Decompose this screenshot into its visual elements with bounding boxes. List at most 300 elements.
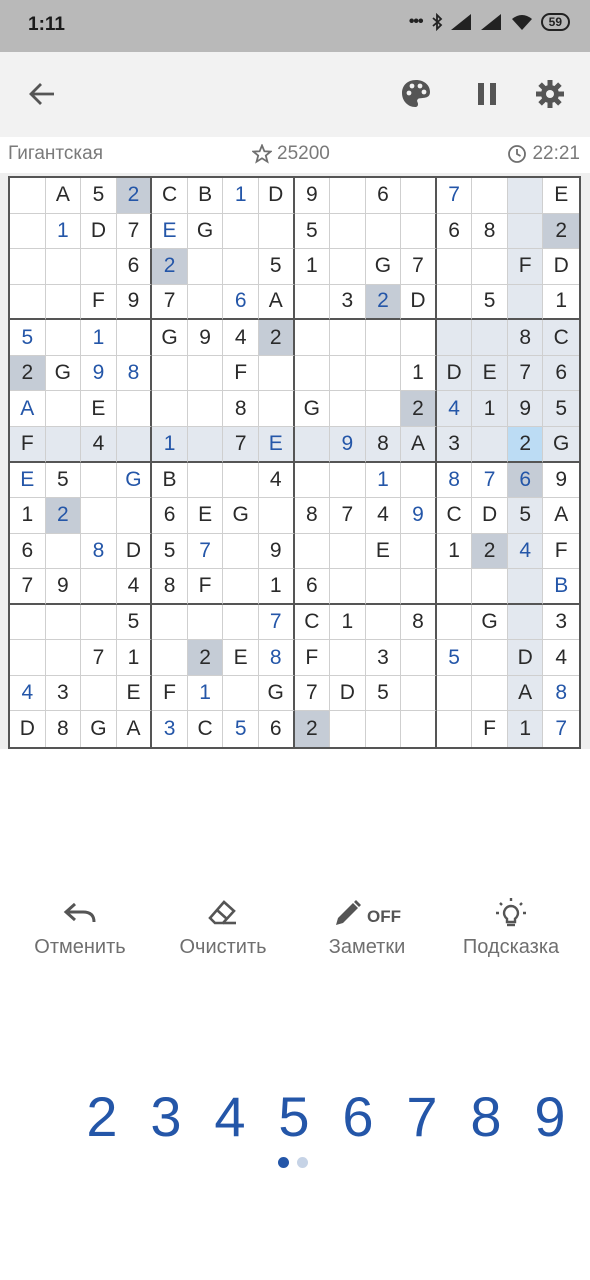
cell-r12-c0[interactable]: [10, 605, 46, 641]
cell-r13-c13[interactable]: [472, 640, 508, 676]
cell-r2-c2[interactable]: [81, 249, 117, 285]
erase-button[interactable]: [158, 890, 288, 959]
status-icons: [409, 13, 570, 31]
cell-r7-c9[interactable]: 9: [330, 427, 366, 463]
cell-r8-c7[interactable]: 4: [259, 463, 295, 499]
cell-r3-c6[interactable]: 6: [223, 285, 259, 321]
cell-r4-c6[interactable]: 4: [223, 320, 259, 356]
cell-r3-c15[interactable]: 1: [543, 285, 579, 321]
undo-button[interactable]: [15, 890, 145, 959]
cell-r1-c2[interactable]: D: [81, 214, 117, 250]
cell-r10-c14[interactable]: 4: [508, 534, 544, 570]
cell-r0-c11[interactable]: [401, 178, 437, 214]
cell-r1-c3[interactable]: 7: [117, 214, 153, 250]
pencil-icon: [333, 898, 363, 928]
cell-r4-c14[interactable]: 8: [508, 320, 544, 356]
cell-r0-c9[interactable]: [330, 178, 366, 214]
cell-r5-c0[interactable]: 2: [10, 356, 46, 392]
cell-r14-c13[interactable]: [472, 676, 508, 712]
cell-r9-c4[interactable]: 6: [152, 498, 188, 534]
cell-r13-c3[interactable]: 1: [117, 640, 153, 676]
cell-r4-c8[interactable]: [295, 320, 331, 356]
cell-r11-c2[interactable]: [81, 569, 117, 605]
cell-r15-c11[interactable]: [401, 711, 437, 747]
cell-r2-c6[interactable]: [223, 249, 259, 285]
cell-r0-c3[interactable]: 2: [117, 178, 153, 214]
cell-r7-c0[interactable]: F: [10, 427, 46, 463]
cell-r8-c6[interactable]: [223, 463, 259, 499]
cell-r11-c1[interactable]: 9: [46, 569, 82, 605]
cell-r11-c4[interactable]: 8: [152, 569, 188, 605]
cell-r15-c1[interactable]: 8: [46, 711, 82, 747]
cell-r6-c5[interactable]: [188, 391, 224, 427]
cell-r10-c5[interactable]: 7: [188, 534, 224, 570]
cell-r13-c6[interactable]: E: [223, 640, 259, 676]
pause-icon[interactable]: [467, 74, 507, 114]
cell-r4-c15[interactable]: C: [543, 320, 579, 356]
number-button-5[interactable]: 5: [278, 1085, 310, 1148]
number-button-7[interactable]: 7: [406, 1085, 438, 1148]
cell-r3-c4[interactable]: 7: [152, 285, 188, 321]
cell-r15-c2[interactable]: G: [81, 711, 117, 747]
cell-r4-c2[interactable]: 1: [81, 320, 117, 356]
cell-r15-c4[interactable]: 3: [152, 711, 188, 747]
cell-r13-c7[interactable]: 8: [259, 640, 295, 676]
cell-r7-c2[interactable]: 4: [81, 427, 117, 463]
cell-r9-c7[interactable]: [259, 498, 295, 534]
cell-r6-c8[interactable]: G: [295, 391, 331, 427]
undo-label: Отменить: [34, 936, 126, 958]
cell-r5-c9[interactable]: [330, 356, 366, 392]
cell-r12-c9[interactable]: 1: [330, 605, 366, 641]
cell-r4-c1[interactable]: [46, 320, 82, 356]
page-dot-1[interactable]: [278, 1157, 289, 1168]
cell-r15-c10[interactable]: [366, 711, 402, 747]
cell-r8-c4[interactable]: B: [152, 463, 188, 499]
cell-r1-c4[interactable]: E: [152, 214, 188, 250]
cell-r11-c9[interactable]: [330, 569, 366, 605]
cell-r14-c10[interactable]: 5: [366, 676, 402, 712]
cell-r2-c9[interactable]: [330, 249, 366, 285]
cell-r3-c14[interactable]: [508, 285, 544, 321]
cell-r0-c2[interactable]: 5: [81, 178, 117, 214]
cell-r11-c12[interactable]: [437, 569, 473, 605]
cell-r0-c5[interactable]: B: [188, 178, 224, 214]
cell-r15-c6[interactable]: 5: [223, 711, 259, 747]
cell-r11-c13[interactable]: [472, 569, 508, 605]
cell-r5-c8[interactable]: [295, 356, 331, 392]
cell-r6-c1[interactable]: [46, 391, 82, 427]
cell-r2-c4[interactable]: 2: [152, 249, 188, 285]
cell-r14-c2[interactable]: [81, 676, 117, 712]
back-arrow-icon[interactable]: [22, 74, 62, 114]
cell-r11-c15[interactable]: B: [543, 569, 579, 605]
cell-r5-c11[interactable]: 1: [401, 356, 437, 392]
cell-r0-c4[interactable]: C: [152, 178, 188, 214]
cell-r6-c2[interactable]: E: [81, 391, 117, 427]
cell-r13-c2[interactable]: 7: [81, 640, 117, 676]
cell-r15-c0[interactable]: D: [10, 711, 46, 747]
cell-r7-c5[interactable]: [188, 427, 224, 463]
cell-r1-c0[interactable]: [10, 214, 46, 250]
cell-r13-c11[interactable]: [401, 640, 437, 676]
cell-r11-c3[interactable]: 4: [117, 569, 153, 605]
cell-r15-c8[interactable]: 2: [295, 711, 331, 747]
signal-icon-2: [481, 14, 503, 30]
cell-r0-c1[interactable]: A: [46, 178, 82, 214]
cell-r0-c10[interactable]: 6: [366, 178, 402, 214]
clock-icon: [507, 144, 527, 164]
cell-r14-c3[interactable]: E: [117, 676, 153, 712]
hint-button[interactable]: [446, 890, 576, 959]
wifi-icon: [511, 14, 533, 30]
cell-r14-c14[interactable]: A: [508, 676, 544, 712]
cell-r8-c1[interactable]: 5: [46, 463, 82, 499]
bluetooth-icon: [431, 13, 443, 31]
cell-r9-c9[interactable]: 7: [330, 498, 366, 534]
cell-r3-c5[interactable]: [188, 285, 224, 321]
timer-value: 22:21: [532, 143, 580, 164]
cell-r12-c11[interactable]: 8: [401, 605, 437, 641]
lightbulb-icon: [494, 896, 528, 930]
cell-r14-c0[interactable]: 4: [10, 676, 46, 712]
cell-r13-c10[interactable]: 3: [366, 640, 402, 676]
cell-r11-c10[interactable]: [366, 569, 402, 605]
cell-r10-c1[interactable]: [46, 534, 82, 570]
cell-r0-c15[interactable]: E: [543, 178, 579, 214]
cell-r4-c12[interactable]: [437, 320, 473, 356]
cell-r7-c3[interactable]: [117, 427, 153, 463]
cell-r3-c3[interactable]: 9: [117, 285, 153, 321]
cell-r10-c4[interactable]: 5: [152, 534, 188, 570]
cell-r4-c7[interactable]: 2: [259, 320, 295, 356]
cell-r9-c1[interactable]: 2: [46, 498, 82, 534]
app-bar: [0, 52, 590, 137]
eraser-icon: [206, 898, 240, 928]
cell-r5-c2[interactable]: 9: [81, 356, 117, 392]
cell-r7-c4[interactable]: 1: [152, 427, 188, 463]
cell-r2-c14[interactable]: F: [508, 249, 544, 285]
cell-r11-c7[interactable]: 1: [259, 569, 295, 605]
cell-r6-c12[interactable]: 4: [437, 391, 473, 427]
cell-r12-c7[interactable]: 7: [259, 605, 295, 641]
cell-r13-c5[interactable]: 2: [188, 640, 224, 676]
cell-r13-c12[interactable]: 5: [437, 640, 473, 676]
cell-r13-c9[interactable]: [330, 640, 366, 676]
cell-r4-c5[interactable]: 9: [188, 320, 224, 356]
cell-r5-c14[interactable]: 7: [508, 356, 544, 392]
number-button-2[interactable]: 2: [86, 1085, 118, 1148]
cell-r12-c15[interactable]: 3: [543, 605, 579, 641]
cell-r6-c10[interactable]: [366, 391, 402, 427]
cell-r6-c11[interactable]: 2: [401, 391, 437, 427]
cell-r12-c3[interactable]: 5: [117, 605, 153, 641]
board-area: [0, 173, 590, 749]
cell-r12-c10[interactable]: [366, 605, 402, 641]
cell-r0-c0[interactable]: [10, 178, 46, 214]
cell-r6-c7[interactable]: [259, 391, 295, 427]
cell-r2-c0[interactable]: [10, 249, 46, 285]
cell-r0-c7[interactable]: D: [259, 178, 295, 214]
cell-r4-c4[interactable]: G: [152, 320, 188, 356]
cell-r10-c13[interactable]: 2: [472, 534, 508, 570]
cell-r10-c8[interactable]: [295, 534, 331, 570]
cell-r12-c8[interactable]: C: [295, 605, 331, 641]
cell-r11-c5[interactable]: F: [188, 569, 224, 605]
cell-r15-c12[interactable]: [437, 711, 473, 747]
cell-r9-c12[interactable]: C: [437, 498, 473, 534]
cell-r6-c4[interactable]: [152, 391, 188, 427]
page-dot-2[interactable]: [297, 1157, 308, 1168]
cell-r2-c7[interactable]: 5: [259, 249, 295, 285]
cell-r5-c10[interactable]: [366, 356, 402, 392]
cell-r7-c7[interactable]: E: [259, 427, 295, 463]
cell-r2-c12[interactable]: [437, 249, 473, 285]
cell-r2-c11[interactable]: 7: [401, 249, 437, 285]
cell-r8-c12[interactable]: 8: [437, 463, 473, 499]
cell-r14-c9[interactable]: D: [330, 676, 366, 712]
cell-r5-c5[interactable]: [188, 356, 224, 392]
cell-r8-c9[interactable]: [330, 463, 366, 499]
cell-r6-c9[interactable]: [330, 391, 366, 427]
cell-r8-c10[interactable]: 1: [366, 463, 402, 499]
cell-r6-c15[interactable]: 5: [543, 391, 579, 427]
cell-r3-c7[interactable]: A: [259, 285, 295, 321]
cell-r0-c6[interactable]: 1: [223, 178, 259, 214]
cell-r8-c5[interactable]: [188, 463, 224, 499]
cell-r14-c12[interactable]: [437, 676, 473, 712]
cell-r12-c5[interactable]: [188, 605, 224, 641]
cell-r8-c3[interactable]: G: [117, 463, 153, 499]
cell-r1-c12[interactable]: 6: [437, 214, 473, 250]
cell-r6-c14[interactable]: 9: [508, 391, 544, 427]
number-pad: [70, 1082, 590, 1152]
cell-r1-c13[interactable]: 8: [472, 214, 508, 250]
cell-r12-c6[interactable]: [223, 605, 259, 641]
cell-r15-c9[interactable]: [330, 711, 366, 747]
signal-icon: [451, 14, 473, 30]
cell-r1-c1[interactable]: 1: [46, 214, 82, 250]
status-time: 1:11: [28, 14, 65, 35]
cell-r8-c14[interactable]: 6: [508, 463, 544, 499]
cell-r14-c7[interactable]: G: [259, 676, 295, 712]
cell-r10-c9[interactable]: [330, 534, 366, 570]
cell-r5-c6[interactable]: F: [223, 356, 259, 392]
cell-r2-c10[interactable]: G: [366, 249, 402, 285]
cell-r15-c14[interactable]: 1: [508, 711, 544, 747]
cell-r13-c1[interactable]: [46, 640, 82, 676]
cell-r7-c11[interactable]: A: [401, 427, 437, 463]
cell-r10-c0[interactable]: 6: [10, 534, 46, 570]
cell-r8-c15[interactable]: 9: [543, 463, 579, 499]
cell-r14-c11[interactable]: [401, 676, 437, 712]
cell-r0-c13[interactable]: [472, 178, 508, 214]
cell-r5-c1[interactable]: G: [46, 356, 82, 392]
cell-r0-c12[interactable]: 7: [437, 178, 473, 214]
cell-r7-c14[interactable]: 2: [508, 427, 544, 463]
cell-r6-c13[interactable]: 1: [472, 391, 508, 427]
cell-r7-c15[interactable]: G: [543, 427, 579, 463]
cell-r10-c6[interactable]: [223, 534, 259, 570]
cell-r8-c0[interactable]: E: [10, 463, 46, 499]
cell-r2-c5[interactable]: [188, 249, 224, 285]
cell-r2-c8[interactable]: 1: [295, 249, 331, 285]
cell-r2-c1[interactable]: [46, 249, 82, 285]
cell-r3-c2[interactable]: F: [81, 285, 117, 321]
cell-r11-c14[interactable]: [508, 569, 544, 605]
number-button-6[interactable]: 6: [342, 1085, 374, 1148]
cell-r8-c2[interactable]: [81, 463, 117, 499]
cell-r1-c14[interactable]: [508, 214, 544, 250]
cell-r1-c10[interactable]: [366, 214, 402, 250]
cell-r7-c13[interactable]: [472, 427, 508, 463]
cell-r10-c7[interactable]: 9: [259, 534, 295, 570]
cell-r1-c7[interactable]: [259, 214, 295, 250]
tools-bar: [0, 890, 590, 980]
cell-r9-c8[interactable]: 8: [295, 498, 331, 534]
star-icon: [252, 144, 272, 164]
cell-r9-c3[interactable]: [117, 498, 153, 534]
score-value: 25200: [277, 143, 330, 164]
cell-r10-c2[interactable]: 8: [81, 534, 117, 570]
cell-r9-c15[interactable]: A: [543, 498, 579, 534]
cell-r9-c0[interactable]: 1: [10, 498, 46, 534]
page-indicator: [278, 1157, 308, 1168]
cell-r1-c8[interactable]: 5: [295, 214, 331, 250]
settings-gear-icon[interactable]: [530, 74, 570, 114]
cell-r0-c8[interactable]: 9: [295, 178, 331, 214]
notes-toggle[interactable]: [302, 890, 432, 959]
difficulty-label: Гигантская: [8, 143, 103, 164]
cell-r14-c15[interactable]: 8: [543, 676, 579, 712]
cell-r12-c1[interactable]: [46, 605, 82, 641]
cell-r11-c8[interactable]: 6: [295, 569, 331, 605]
cell-r5-c3[interactable]: 8: [117, 356, 153, 392]
cell-r10-c11[interactable]: [401, 534, 437, 570]
cell-r4-c3[interactable]: [117, 320, 153, 356]
cell-r12-c12[interactable]: [437, 605, 473, 641]
cell-r13-c8[interactable]: F: [295, 640, 331, 676]
cell-r5-c15[interactable]: 6: [543, 356, 579, 392]
cell-r9-c6[interactable]: G: [223, 498, 259, 534]
number-button-8[interactable]: 8: [470, 1085, 502, 1148]
cell-r14-c8[interactable]: 7: [295, 676, 331, 712]
cell-r9-c5[interactable]: E: [188, 498, 224, 534]
cell-r3-c0[interactable]: [10, 285, 46, 321]
notes-state: OFF: [367, 907, 401, 926]
cell-r11-c11[interactable]: [401, 569, 437, 605]
cell-r10-c3[interactable]: D: [117, 534, 153, 570]
undo-icon: [63, 900, 97, 926]
cell-r12-c2[interactable]: [81, 605, 117, 641]
cell-r8-c8[interactable]: [295, 463, 331, 499]
cell-r1-c6[interactable]: [223, 214, 259, 250]
cell-r6-c3[interactable]: [117, 391, 153, 427]
cell-r7-c8[interactable]: [295, 427, 331, 463]
cell-r14-c6[interactable]: [223, 676, 259, 712]
cell-r6-c0[interactable]: A: [10, 391, 46, 427]
cell-r4-c13[interactable]: [472, 320, 508, 356]
cell-r0-c14[interactable]: [508, 178, 544, 214]
cell-r1-c15[interactable]: 2: [543, 214, 579, 250]
cell-r5-c12[interactable]: D: [437, 356, 473, 392]
cell-r2-c3[interactable]: 6: [117, 249, 153, 285]
cell-r3-c10[interactable]: 2: [366, 285, 402, 321]
cell-r3-c11[interactable]: D: [401, 285, 437, 321]
cell-r5-c7[interactable]: [259, 356, 295, 392]
cell-r4-c9[interactable]: [330, 320, 366, 356]
palette-icon[interactable]: [396, 74, 436, 114]
cell-r3-c9[interactable]: 3: [330, 285, 366, 321]
cell-r3-c8[interactable]: [295, 285, 331, 321]
cell-r10-c15[interactable]: F: [543, 534, 579, 570]
cell-r10-c12[interactable]: 1: [437, 534, 473, 570]
cell-r15-c13[interactable]: F: [472, 711, 508, 747]
cell-r12-c13[interactable]: G: [472, 605, 508, 641]
cell-r11-c6[interactable]: [223, 569, 259, 605]
cell-r13-c14[interactable]: D: [508, 640, 544, 676]
cell-r1-c5[interactable]: G: [188, 214, 224, 250]
cell-r6-c6[interactable]: 8: [223, 391, 259, 427]
number-button-3[interactable]: 3: [150, 1085, 182, 1148]
cell-r9-c13[interactable]: D: [472, 498, 508, 534]
cell-r12-c14[interactable]: [508, 605, 544, 641]
cell-r14-c4[interactable]: F: [152, 676, 188, 712]
cell-r7-c6[interactable]: 7: [223, 427, 259, 463]
cell-r3-c13[interactable]: 5: [472, 285, 508, 321]
cell-r7-c12[interactable]: 3: [437, 427, 473, 463]
number-button-9[interactable]: 9: [534, 1085, 566, 1148]
cell-r10-c10[interactable]: E: [366, 534, 402, 570]
cell-r7-c1[interactable]: [46, 427, 82, 463]
cell-r2-c13[interactable]: [472, 249, 508, 285]
cell-r5-c13[interactable]: E: [472, 356, 508, 392]
cell-r2-c15[interactable]: D: [543, 249, 579, 285]
cell-r14-c1[interactable]: 3: [46, 676, 82, 712]
cell-r9-c10[interactable]: 4: [366, 498, 402, 534]
cell-r4-c10[interactable]: [366, 320, 402, 356]
number-button-4[interactable]: 4: [214, 1085, 246, 1148]
cell-r15-c5[interactable]: C: [188, 711, 224, 747]
cell-r1-c11[interactable]: [401, 214, 437, 250]
cell-r9-c14[interactable]: 5: [508, 498, 544, 534]
cell-r15-c3[interactable]: A: [117, 711, 153, 747]
cell-r14-c5[interactable]: 1: [188, 676, 224, 712]
cell-r12-c4[interactable]: [152, 605, 188, 641]
cell-r13-c15[interactable]: 4: [543, 640, 579, 676]
cell-r5-c4[interactable]: [152, 356, 188, 392]
cell-r13-c0[interactable]: [10, 640, 46, 676]
cell-r3-c12[interactable]: [437, 285, 473, 321]
cell-r9-c2[interactable]: [81, 498, 117, 534]
notes-label: Заметки: [328, 936, 406, 958]
cell-r8-c13[interactable]: 7: [472, 463, 508, 499]
more-notifications-icon: •••: [408, 13, 423, 30]
cell-r13-c4[interactable]: [152, 640, 188, 676]
cell-r1-c9[interactable]: [330, 214, 366, 250]
cell-r9-c11[interactable]: 9: [401, 498, 437, 534]
cell-r4-c0[interactable]: 5: [10, 320, 46, 356]
cell-r7-c10[interactable]: 8: [366, 427, 402, 463]
battery-icon: 59: [541, 13, 570, 31]
cell-r11-c0[interactable]: 7: [10, 569, 46, 605]
cell-r4-c11[interactable]: [401, 320, 437, 356]
cell-r15-c15[interactable]: 7: [555, 717, 568, 741]
cell-r3-c1[interactable]: [46, 285, 82, 321]
cell-r8-c11[interactable]: [401, 463, 437, 499]
cell-r15-c7[interactable]: 6: [259, 711, 295, 747]
erase-label: Очистить: [179, 936, 267, 958]
